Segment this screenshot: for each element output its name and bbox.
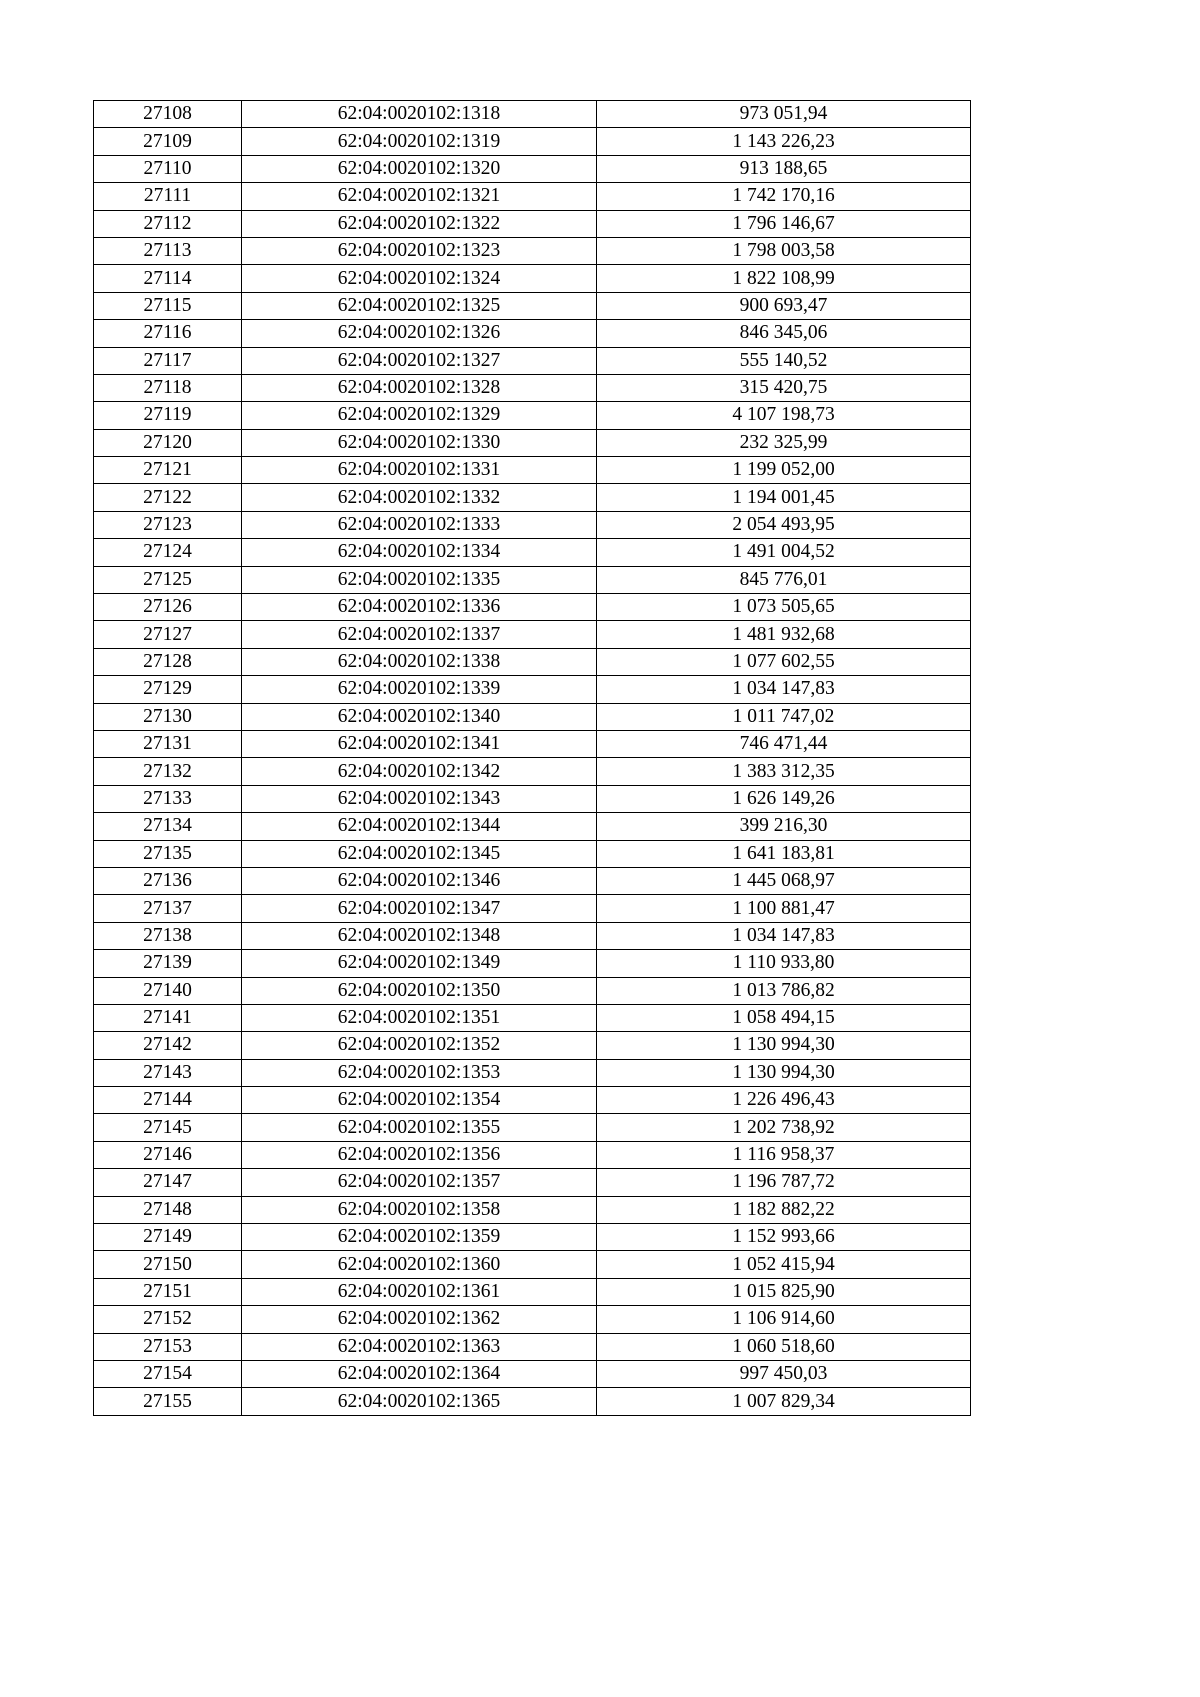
table-row — [94, 374, 971, 401]
table-row — [94, 621, 971, 648]
row-number-cell: 27153 — [94, 1333, 242, 1360]
cadastral-number-cell: 62:04:0020102:1354 — [242, 1087, 597, 1114]
cadastral-number-cell: 62:04:0020102:1342 — [242, 758, 597, 785]
table-row — [94, 758, 971, 785]
row-number-cell: 27137 — [94, 895, 242, 922]
row-number-cell: 27111 — [94, 183, 242, 210]
cadastral-value-cell: 1 110 933,80 — [597, 950, 971, 977]
cadastral-number-cell: 62:04:0020102:1331 — [242, 457, 597, 484]
cadastral-value-table — [93, 100, 971, 1416]
row-number-cell: 27132 — [94, 758, 242, 785]
cadastral-number-cell: 62:04:0020102:1363 — [242, 1333, 597, 1360]
table-row — [94, 867, 971, 894]
cadastral-value-cell: 1 481 932,68 — [597, 621, 971, 648]
cadastral-number-cell: 62:04:0020102:1337 — [242, 621, 597, 648]
cadastral-value-cell: 1 641 183,81 — [597, 840, 971, 867]
cadastral-value-cell: 1 130 994,30 — [597, 1032, 971, 1059]
cadastral-value-cell: 746 471,44 — [597, 730, 971, 757]
row-number-cell: 27155 — [94, 1388, 242, 1415]
row-number-cell: 27115 — [94, 292, 242, 319]
row-number-cell: 27149 — [94, 1224, 242, 1251]
cadastral-value-cell: 1 106 914,60 — [597, 1306, 971, 1333]
cadastral-number-cell: 62:04:0020102:1343 — [242, 785, 597, 812]
cadastral-number-cell: 62:04:0020102:1328 — [242, 374, 597, 401]
table-row — [94, 566, 971, 593]
cadastral-number-cell: 62:04:0020102:1341 — [242, 730, 597, 757]
table-row — [94, 785, 971, 812]
table-row — [94, 1114, 971, 1141]
cadastral-value-cell: 1 199 052,00 — [597, 457, 971, 484]
row-number-cell: 27125 — [94, 566, 242, 593]
row-number-cell: 27154 — [94, 1360, 242, 1387]
row-number-cell: 27112 — [94, 210, 242, 237]
cadastral-value-cell: 1 742 170,16 — [597, 183, 971, 210]
row-number-cell: 27151 — [94, 1278, 242, 1305]
cadastral-value-cell: 1 060 518,60 — [597, 1333, 971, 1360]
table-row — [94, 1004, 971, 1031]
cadastral-number-cell: 62:04:0020102:1340 — [242, 703, 597, 730]
cadastral-value-cell: 1 007 829,34 — [597, 1388, 971, 1415]
table-row — [94, 648, 971, 675]
row-number-cell: 27121 — [94, 457, 242, 484]
row-number-cell: 27114 — [94, 265, 242, 292]
table-row — [94, 703, 971, 730]
cadastral-number-cell: 62:04:0020102:1321 — [242, 183, 597, 210]
row-number-cell: 27152 — [94, 1306, 242, 1333]
cadastral-number-cell: 62:04:0020102:1334 — [242, 539, 597, 566]
cadastral-number-cell: 62:04:0020102:1357 — [242, 1169, 597, 1196]
cadastral-value-cell: 1 052 415,94 — [597, 1251, 971, 1278]
cadastral-value-cell: 1 798 003,58 — [597, 237, 971, 264]
cadastral-value-cell: 1 626 149,26 — [597, 785, 971, 812]
row-number-cell: 27134 — [94, 813, 242, 840]
row-number-cell: 27148 — [94, 1196, 242, 1223]
cadastral-value-cell: 399 216,30 — [597, 813, 971, 840]
cadastral-number-cell: 62:04:0020102:1361 — [242, 1278, 597, 1305]
table-row — [94, 484, 971, 511]
cadastral-number-cell: 62:04:0020102:1329 — [242, 402, 597, 429]
row-number-cell: 27128 — [94, 648, 242, 675]
cadastral-number-cell: 62:04:0020102:1355 — [242, 1114, 597, 1141]
cadastral-value-cell: 1 194 001,45 — [597, 484, 971, 511]
table-row — [94, 1087, 971, 1114]
row-number-cell: 27116 — [94, 320, 242, 347]
cadastral-number-cell: 62:04:0020102:1356 — [242, 1141, 597, 1168]
table-row — [94, 594, 971, 621]
cadastral-number-cell: 62:04:0020102:1364 — [242, 1360, 597, 1387]
table-row — [94, 895, 971, 922]
cadastral-value-cell: 846 345,06 — [597, 320, 971, 347]
table-row — [94, 155, 971, 182]
row-number-cell: 27141 — [94, 1004, 242, 1031]
table-row — [94, 1059, 971, 1086]
cadastral-value-cell: 2 054 493,95 — [597, 511, 971, 538]
table-row — [94, 1032, 971, 1059]
cadastral-number-cell: 62:04:0020102:1350 — [242, 977, 597, 1004]
cadastral-number-cell: 62:04:0020102:1325 — [242, 292, 597, 319]
table-row — [94, 1278, 971, 1305]
cadastral-number-cell: 62:04:0020102:1319 — [242, 128, 597, 155]
cadastral-value-cell: 1 143 226,23 — [597, 128, 971, 155]
cadastral-value-cell: 1 182 882,22 — [597, 1196, 971, 1223]
row-number-cell: 27120 — [94, 429, 242, 456]
table-row — [94, 183, 971, 210]
row-number-cell: 27131 — [94, 730, 242, 757]
row-number-cell: 27130 — [94, 703, 242, 730]
table-row — [94, 1388, 971, 1415]
row-number-cell: 27145 — [94, 1114, 242, 1141]
row-number-cell: 27129 — [94, 676, 242, 703]
table-row — [94, 1169, 971, 1196]
row-number-cell: 27109 — [94, 128, 242, 155]
row-number-cell: 27150 — [94, 1251, 242, 1278]
table-row — [94, 237, 971, 264]
cadastral-number-cell: 62:04:0020102:1338 — [242, 648, 597, 675]
cadastral-value-cell: 845 776,01 — [597, 566, 971, 593]
table-row — [94, 977, 971, 1004]
cadastral-value-cell: 1 034 147,83 — [597, 676, 971, 703]
row-number-cell: 27136 — [94, 867, 242, 894]
cadastral-value-cell: 997 450,03 — [597, 1360, 971, 1387]
cadastral-number-cell: 62:04:0020102:1336 — [242, 594, 597, 621]
cadastral-value-cell: 1 822 108,99 — [597, 265, 971, 292]
cadastral-value-cell: 4 107 198,73 — [597, 402, 971, 429]
cadastral-value-cell: 1 152 993,66 — [597, 1224, 971, 1251]
row-number-cell: 27117 — [94, 347, 242, 374]
row-number-cell: 27127 — [94, 621, 242, 648]
row-number-cell: 27138 — [94, 922, 242, 949]
cadastral-number-cell: 62:04:0020102:1335 — [242, 566, 597, 593]
cadastral-value-cell: 232 325,99 — [597, 429, 971, 456]
row-number-cell: 27142 — [94, 1032, 242, 1059]
table-row — [94, 1360, 971, 1387]
cadastral-value-cell: 1 077 602,55 — [597, 648, 971, 675]
table-row — [94, 840, 971, 867]
cadastral-value-cell: 973 051,94 — [597, 101, 971, 128]
table-body — [94, 101, 971, 1416]
row-number-cell: 27119 — [94, 402, 242, 429]
table-row — [94, 210, 971, 237]
row-number-cell: 27143 — [94, 1059, 242, 1086]
cadastral-value-cell: 900 693,47 — [597, 292, 971, 319]
table-row — [94, 101, 971, 128]
cadastral-number-cell: 62:04:0020102:1360 — [242, 1251, 597, 1278]
cadastral-value-cell: 1 202 738,92 — [597, 1114, 971, 1141]
table-row — [94, 950, 971, 977]
cadastral-value-cell: 315 420,75 — [597, 374, 971, 401]
cadastral-value-cell: 1 058 494,15 — [597, 1004, 971, 1031]
table-row — [94, 1196, 971, 1223]
table-row — [94, 429, 971, 456]
table-row — [94, 292, 971, 319]
cadastral-number-cell: 62:04:0020102:1351 — [242, 1004, 597, 1031]
cadastral-number-cell: 62:04:0020102:1347 — [242, 895, 597, 922]
cadastral-number-cell: 62:04:0020102:1348 — [242, 922, 597, 949]
row-number-cell: 27139 — [94, 950, 242, 977]
cadastral-number-cell: 62:04:0020102:1362 — [242, 1306, 597, 1333]
row-number-cell: 27133 — [94, 785, 242, 812]
cadastral-value-cell: 1 015 825,90 — [597, 1278, 971, 1305]
table-row — [94, 813, 971, 840]
cadastral-number-cell: 62:04:0020102:1323 — [242, 237, 597, 264]
row-number-cell: 27113 — [94, 237, 242, 264]
cadastral-value-cell: 555 140,52 — [597, 347, 971, 374]
cadastral-number-cell: 62:04:0020102:1359 — [242, 1224, 597, 1251]
table-row — [94, 1333, 971, 1360]
cadastral-value-cell: 913 188,65 — [597, 155, 971, 182]
table-row — [94, 1251, 971, 1278]
row-number-cell: 27123 — [94, 511, 242, 538]
table-row — [94, 1306, 971, 1333]
row-number-cell: 27108 — [94, 101, 242, 128]
table-row — [94, 265, 971, 292]
table-row — [94, 347, 971, 374]
cadastral-value-cell: 1 013 786,82 — [597, 977, 971, 1004]
cadastral-value-cell: 1 383 312,35 — [597, 758, 971, 785]
cadastral-number-cell: 62:04:0020102:1353 — [242, 1059, 597, 1086]
row-number-cell: 27118 — [94, 374, 242, 401]
cadastral-number-cell: 62:04:0020102:1327 — [242, 347, 597, 374]
table-row — [94, 511, 971, 538]
cadastral-number-cell: 62:04:0020102:1346 — [242, 867, 597, 894]
cadastral-value-cell: 1 196 787,72 — [597, 1169, 971, 1196]
table-row — [94, 457, 971, 484]
row-number-cell: 27146 — [94, 1141, 242, 1168]
cadastral-number-cell: 62:04:0020102:1330 — [242, 429, 597, 456]
cadastral-number-cell: 62:04:0020102:1322 — [242, 210, 597, 237]
cadastral-value-cell: 1 445 068,97 — [597, 867, 971, 894]
cadastral-value-cell: 1 011 747,02 — [597, 703, 971, 730]
cadastral-value-cell: 1 073 505,65 — [597, 594, 971, 621]
cadastral-number-cell: 62:04:0020102:1333 — [242, 511, 597, 538]
cadastral-number-cell: 62:04:0020102:1365 — [242, 1388, 597, 1415]
cadastral-number-cell: 62:04:0020102:1344 — [242, 813, 597, 840]
table-row — [94, 922, 971, 949]
cadastral-number-cell: 62:04:0020102:1324 — [242, 265, 597, 292]
table-row — [94, 320, 971, 347]
cadastral-value-cell: 1 100 881,47 — [597, 895, 971, 922]
row-number-cell: 27144 — [94, 1087, 242, 1114]
row-number-cell: 27122 — [94, 484, 242, 511]
cadastral-number-cell: 62:04:0020102:1318 — [242, 101, 597, 128]
row-number-cell: 27140 — [94, 977, 242, 1004]
table-row — [94, 1141, 971, 1168]
cadastral-number-cell: 62:04:0020102:1320 — [242, 155, 597, 182]
row-number-cell: 27110 — [94, 155, 242, 182]
cadastral-number-cell: 62:04:0020102:1352 — [242, 1032, 597, 1059]
cadastral-value-cell: 1 116 958,37 — [597, 1141, 971, 1168]
row-number-cell: 27124 — [94, 539, 242, 566]
cadastral-value-cell: 1 226 496,43 — [597, 1087, 971, 1114]
row-number-cell: 27147 — [94, 1169, 242, 1196]
table-row — [94, 128, 971, 155]
cadastral-number-cell: 62:04:0020102:1326 — [242, 320, 597, 347]
cadastral-number-cell: 62:04:0020102:1349 — [242, 950, 597, 977]
cadastral-value-cell: 1 034 147,83 — [597, 922, 971, 949]
table-row — [94, 676, 971, 703]
cadastral-number-cell: 62:04:0020102:1332 — [242, 484, 597, 511]
cadastral-number-cell: 62:04:0020102:1358 — [242, 1196, 597, 1223]
table-row — [94, 402, 971, 429]
table-row — [94, 1224, 971, 1251]
row-number-cell: 27126 — [94, 594, 242, 621]
cadastral-number-cell: 62:04:0020102:1339 — [242, 676, 597, 703]
cadastral-number-cell: 62:04:0020102:1345 — [242, 840, 597, 867]
table-row — [94, 730, 971, 757]
row-number-cell: 27135 — [94, 840, 242, 867]
cadastral-value-cell: 1 130 994,30 — [597, 1059, 971, 1086]
table-row — [94, 539, 971, 566]
cadastral-value-cell: 1 796 146,67 — [597, 210, 971, 237]
cadastral-value-cell: 1 491 004,52 — [597, 539, 971, 566]
